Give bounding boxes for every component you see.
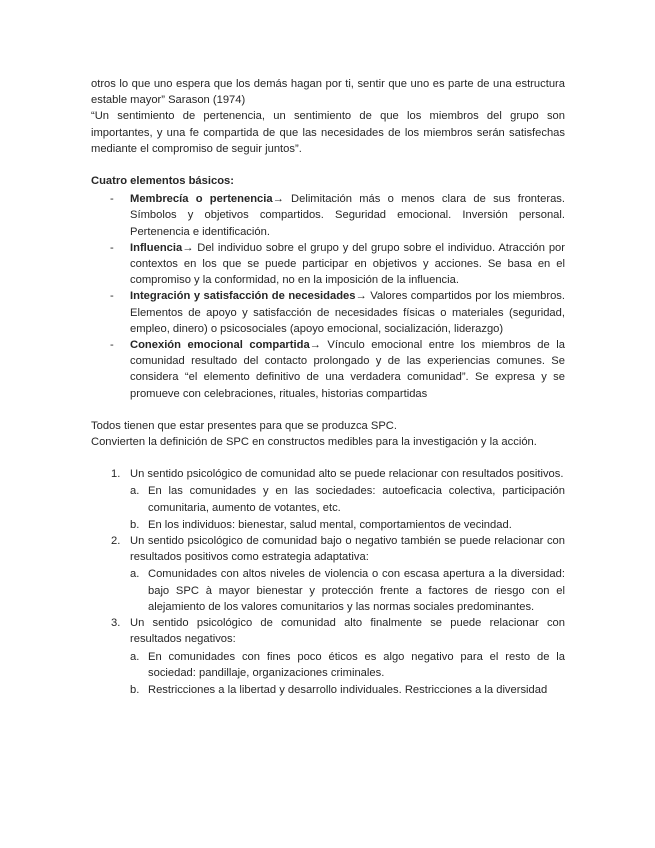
arrow-icon: →: [182, 241, 194, 254]
sub-letter: a.: [130, 568, 140, 581]
sub-text: Restricciones a la libertad y desarrollo individuales. Restricciones a la diversidad: [148, 683, 548, 696]
intro-paragraph: otros lo que uno espera que los demás hagan por ti, sentir que uno es parte de una estructura estable mayor” Sarason (1974): [91, 78, 565, 107]
outcome-sublist: [130, 483, 565, 533]
sub-letter: b.: [130, 683, 140, 696]
outcome-text: Un sentido psicológico de comunidad alto finalmente se puede relacionar con resultados negativos:: [130, 617, 565, 646]
bullet-dash: -: [110, 290, 114, 303]
sub-letter: b.: [130, 518, 140, 531]
outcome-text: Un sentido psicológico de comunidad alto se puede relacionar con resultados positivos.: [130, 468, 564, 481]
arrow-icon: →: [309, 339, 321, 352]
element-term: Influencia: [130, 241, 183, 254]
sub-item: [130, 517, 565, 533]
list-item: [91, 288, 565, 337]
element-description: Vínculo emocional entre los miembros de la comunidad resultado del contacto prolongado y de las experiencias comunes. Se considera “el elemento definitivo de una verdadera comunidad”. Se expresa y se promueve con celebraciones, rituales, historias compartidas: [130, 339, 565, 400]
outcome-item: [91, 615, 565, 698]
list-item: [91, 337, 565, 402]
basic-elements-list: [91, 191, 565, 402]
sub-letter: a.: [130, 650, 140, 663]
bullet-dash: -: [110, 241, 114, 254]
element-description: Del individuo sobre el grupo y del grupo sobre el individuo. Atracción por contextos en los que se puede participar en objetivos y acciones. Se basa en el compromiso y la conformidad, no en la imposición de la influencia.: [130, 241, 565, 287]
outcome-sublist: [130, 649, 565, 699]
sub-item: [130, 483, 565, 515]
outcome-item: [91, 533, 565, 615]
element-term: Integración y satisfacción de necesidades: [130, 290, 356, 303]
outcome-number: 1.: [111, 468, 121, 481]
element-term: Membrecía o pertenencia: [130, 193, 273, 206]
document-body: [91, 76, 565, 698]
bullet-dash: -: [110, 339, 114, 352]
sub-text: En comunidades con fines poco éticos es algo negativo para el resto de la sociedad: pandillaje, organizaciones criminales.: [148, 650, 565, 679]
definition-quote: “Un sentimiento de pertenencia, un sentimiento de que los miembros del grupo son importantes, y una fe compartida de que las necesidades de los miembros serán satisfechas mediante el compromiso de seguir juntos”.: [91, 110, 565, 155]
sub-letter: a.: [130, 485, 140, 498]
element-description: Delimitación más o menos clara de sus fronteras. Símbolos y objetivos compartidos. Seguridad emocional. Inversión personal. Pertenencia e identificación.: [130, 193, 565, 238]
outcome-number: 3.: [111, 617, 121, 630]
sub-item: [130, 682, 565, 698]
sub-item: [130, 649, 565, 681]
outcome-number: 2.: [111, 535, 121, 548]
outcome-item: [91, 466, 565, 533]
element-term: Conexión emocional compartida: [130, 339, 310, 352]
sub-text: En los individuos: bienestar, salud mental, comportamientos de vecindad.: [148, 518, 512, 531]
sub-item: [130, 566, 565, 615]
outcome-text: Un sentido psicológico de comunidad bajo o negativo también se puede relacionar con resultados positivos como estrategia adaptativa:: [130, 535, 565, 564]
summary-line: Convierten la definición de SPC en constructos medibles para la investigación y la acción.: [91, 436, 537, 449]
outcome-sublist: [130, 566, 565, 615]
summary-line: Todos tienen que estar presentes para que se produzca SPC.: [91, 419, 397, 432]
sub-text: Comunidades con altos niveles de violencia o con escasa apertura a la diversidad: bajo SPC à mayor bienestar y protección frente a factores de riesgo con el alejamiento de los valores comunitarios y las normas sociales predominantes.: [148, 568, 565, 613]
arrow-icon: →: [355, 290, 367, 303]
arrow-icon: →: [272, 193, 284, 206]
section-heading: Cuatro elementos básicos:: [91, 175, 234, 188]
list-item: [91, 191, 565, 240]
outcomes-list: [91, 466, 565, 698]
bullet-dash: -: [110, 193, 114, 206]
sub-text: En las comunidades y en las sociedades: autoeficacia colectiva, participación comunitaria, aumento de votantes, etc.: [148, 485, 565, 514]
element-description: Valores compartidos por los miembros. Elementos de apoyo y satisfacción de necesidades físicas o materiales (seguridad, empleo, dinero) o psicosociales (apoyo emocional, socialización, liderazgo): [130, 290, 565, 335]
list-item: [91, 240, 565, 289]
